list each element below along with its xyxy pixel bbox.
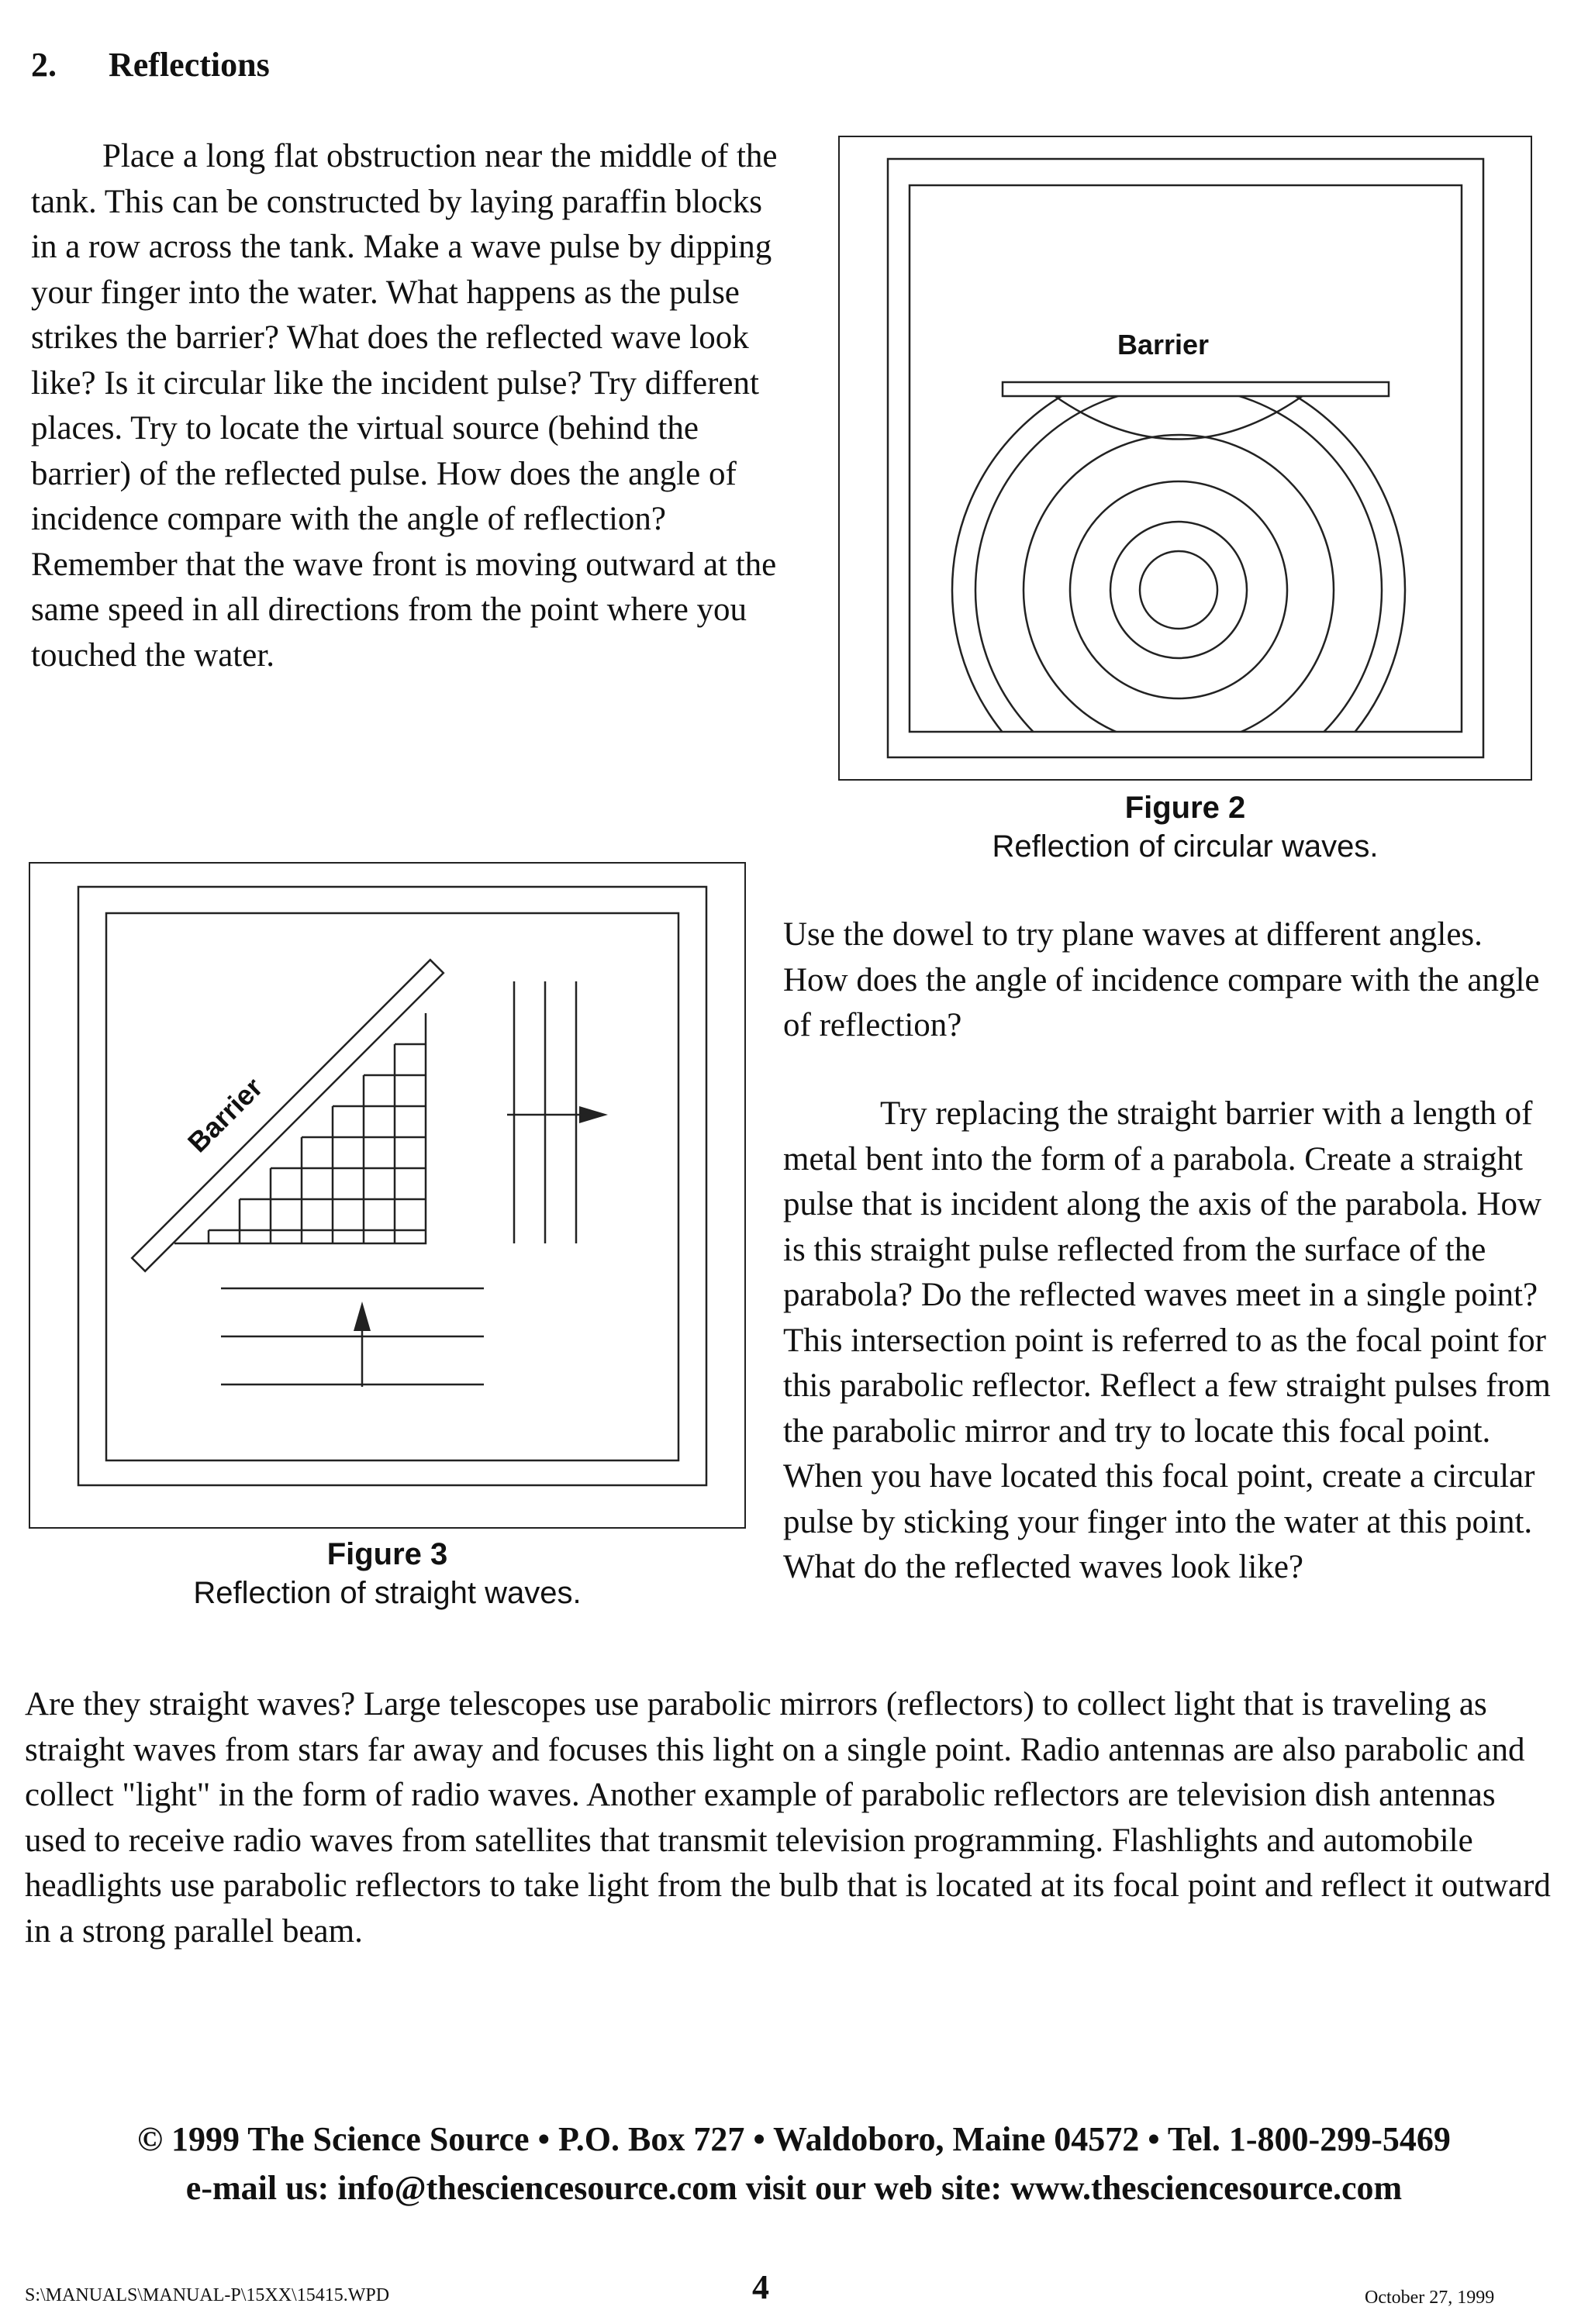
tank-outer-outline — [78, 887, 706, 1485]
footer-contact: e-mail us: info@thesciencesource.com visit our web site: www.thesciencesource.com — [185, 2169, 1403, 2207]
figure-3-caption — [29, 1535, 746, 1612]
figure-3-title: Figure 3 — [326, 1537, 448, 1571]
document-date: October 27, 1999 — [1365, 2288, 1495, 2308]
figure-2 — [838, 136, 1532, 781]
paragraph-intro-text: Place a long flat obstruction near the middle of the tank. This can be constructed by laying paraffin blocks in a row across the tank. Make a wave pulse by dipping your finger into the water. What happens as the pulse strikes the barrier? What does the reflected wave look like? Is it circular like the incident pulse? Try different places. Try to locate the virtual source (behind the barrier) of the reflected pulse. How does the angle of incidence compare with the angle of reflection? Remember that the wave front is moving outward at the same speed in all directions from the point where you touched the water. — [31, 138, 778, 674]
section-title: Reflections — [109, 46, 270, 84]
barrier-label: Barrier — [181, 1071, 269, 1159]
tank-outer-outline — [888, 159, 1483, 757]
reflected-wavefronts — [514, 981, 576, 1243]
barrier-bar — [1003, 382, 1389, 396]
reflected-wavefront — [1054, 395, 1303, 440]
incident-direction-arrowhead — [354, 1302, 371, 1331]
paragraph-plane-waves: Use the dowel to try plane waves at different angles. How does the angle of incidence compare with the angle of reflection? — [783, 916, 1540, 1043]
page-number: 4 — [752, 2268, 769, 2306]
reflected-direction-arrowhead — [579, 1106, 608, 1123]
section-number: 2. — [31, 46, 57, 84]
paragraph-parabola — [783, 1091, 1559, 1591]
figure-3 — [29, 862, 746, 1529]
paragraph-parabolic-examples: Are they straight waves? Large telescopes use parabolic mirrors (reflectors) to collect light that is traveling as straight waves from stars far away and focuses this light on a single point. Radio antennas are also parabolic and collect "light" in the form of radio waves. Another example of parabolic reflectors are television dish antennas used to receive radio waves from satellites that transmit television programming. Flashlights and automobile headlights use parabolic reflectors to take light from the bulb that is located at its focal point and reflect it outward in a strong parallel beam. — [25, 1686, 1551, 1950]
paragraph-intro — [31, 134, 791, 678]
tank-inner-outline — [106, 913, 678, 1460]
circular-wavefronts — [952, 364, 1405, 779]
barrier-bar — [132, 960, 444, 1271]
incident-wavefronts — [221, 1288, 484, 1384]
figure-3-diagram — [30, 864, 744, 1527]
figure-2-diagram — [840, 137, 1531, 779]
figure-2-caption-text: Reflection of circular waves. — [992, 829, 1379, 864]
file-path: S:\MANUALS\MANUAL-P\15XX\15415.WPD — [25, 2285, 390, 2305]
figure-2-title: Figure 2 — [1124, 791, 1246, 825]
section-heading — [31, 45, 270, 84]
tank-inner-outline — [910, 185, 1462, 732]
footer-copyright: © 1999 The Science Source • P.O. Box 727 • Waldoboro, Maine 04572 • Tel. 1-800-299-5469 — [137, 2120, 1451, 2158]
figure-3-caption-text: Reflection of straight waves. — [193, 1576, 582, 1610]
barrier-label: Barrier — [1117, 329, 1210, 360]
figure-2-caption — [838, 788, 1532, 866]
paragraph-parabola-text: Try replacing the straight barrier with a length of metal bent into the form of a parabola. Create a straight pulse that is incident along the axis of the parabola. How is this straight pulse reflected from the surface of the parabola? Do the reflected waves meet in a single point? This intersection point is referred to as the focal point for this parabolic reflector. Reflect a few straight pulses from the parabolic mirror and try to locate this focal point. When you have located this focal point, create a circular pulse by sticking your finger into the water at this point. What do the reflected waves look like? — [783, 1095, 1551, 1585]
